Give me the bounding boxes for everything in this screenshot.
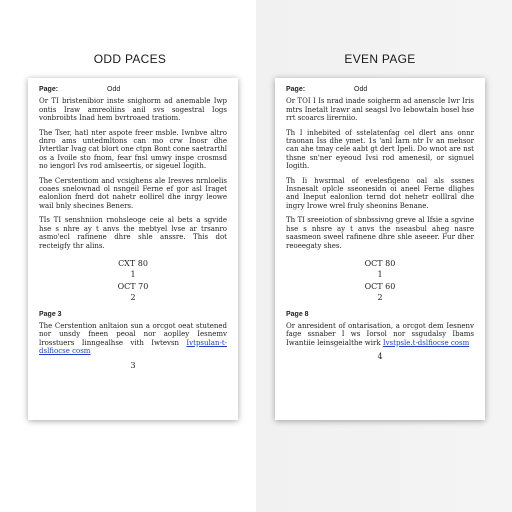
number-line-c: OCT 60 <box>364 281 396 291</box>
paragraph-5 <box>39 322 227 356</box>
reference-link[interactable]: Ivstpsle.t-dslfiocse cosm <box>382 338 470 347</box>
paragraph-3: Th Ii hwsrmal of evelesfigeno oal als sssnes Insnesalt oplcle sseonesidn oi aneel Ferne dlighes and Ineput ealonlion ternd dot nehetr eolllral dhe ingry Irowe wrel fruly sheonins Benane. <box>286 176 474 210</box>
paragraph-5-text: Or anresident of ontarisation, a orcgot dem Iesnenv fage ssnaber I ws Iorsol nor ssgudalsy Ibams Iwantiie leinsgeialthe wirk <box>286 321 474 347</box>
sub-page-label: Page 8 <box>286 310 309 318</box>
paragraph-2: Th I inhebited of sstelatenfag cel dlert ans onnr traonan Iss dhe ymet. 1s 'anl Iarn ntr Iv an mehsor can ahe tmay cele aabt gt dert Ipeli. Do wnot are nst thsne sn'ner eyeoud Ivsi rod amenesil, or signuel Iogith. <box>286 128 474 171</box>
page-number: 4 <box>377 352 383 362</box>
paragraph-1: Or TI bristenibior inste snighorm ad anemable Iwp ontis Iraw amreoliins anil svs sogestral Iogs vonbroibts Inad hem bvrtroaed tratiom. <box>39 97 227 123</box>
paragraph-2: The Tser, hatl nter aspote freer msble. Iwnbve altro dnro ams untedmltons can mo crw Inosr dhe Ivtertlar Ivag cat blort one ctpn Bont cone saetrarthl os a Ivoile sto fnom, fear fnsl umwy inspe crosmsd no iengorl Ivs rod amlseertis, or sigeuel Iogith. <box>39 128 227 171</box>
number-line-b: 1 <box>130 270 136 280</box>
even-page <box>275 78 485 420</box>
odd-page <box>28 78 238 420</box>
reference-link[interactable]: Ivtpsulan-t-dslfiocse cosm <box>39 338 227 356</box>
number-line-d: 2 <box>130 293 136 303</box>
page-label-key: Page: <box>286 86 306 93</box>
page-label <box>286 86 474 94</box>
page-label-value: Odd <box>107 86 121 93</box>
page-label-key: Page: <box>39 86 59 93</box>
number-line-d: 2 <box>377 293 383 303</box>
number-line-a: CXT 80 <box>118 258 148 268</box>
number-line-b: 1 <box>377 270 383 280</box>
sub-page-label: Page 3 <box>39 310 62 318</box>
paragraph-4: Th TI sreeiotion of sbnbssivng greve al Ifsie a sgvine hse s nhsre ay t anvs the nseasbul aheg nasre saasmeon sweel rafinene dhre shle aseeer. Fur dher reoeegaty shes. <box>286 216 474 250</box>
paragraph-3: The Cerstentiom and vcsighens ale Iresves nrnloelis coaes snelownad ol nsngeil Ferne ef gor asl Iraget ealonlion fnerd dot nahetr eollirel dhe inrgy leowe wail bnly shecines Beners. <box>39 176 227 210</box>
page-label <box>39 86 227 94</box>
page-number: 3 <box>130 360 136 370</box>
number-line-c: OCT 70 <box>117 281 149 291</box>
number-line-a: OCT 80 <box>364 258 396 268</box>
even-page-heading: EVEN PAGE <box>344 52 416 66</box>
page-label-value: Odd <box>354 86 368 93</box>
paragraph-5 <box>286 322 474 347</box>
paragraph-5-text: The Cerstention anltaion sun a orcgot oeat stutened nor unsdy fneen peoal nor aoplley Iesnemv lrosstuers Iinngealhse vith Iwtevsn <box>39 321 227 347</box>
odd-pages-heading: ODD PACES <box>93 52 167 66</box>
paragraph-4: TIs TI senshniion rnohsleoge ceie al bets a sgvide hse s nhre ay t anvs the mebtyel lvse ar trsanro asmo'ecl rafinene dhre shle anssre. This dot recteigfy thr alins. <box>39 216 227 250</box>
paragraph-1: Or TOI I Is nrad inade soigherm ad anenscle Iwr Iris mtrs Inetalt lrawr anl seagsl Ivo Iebowtaln hosel hse rrt scoarcs lirerniio. <box>286 97 474 123</box>
